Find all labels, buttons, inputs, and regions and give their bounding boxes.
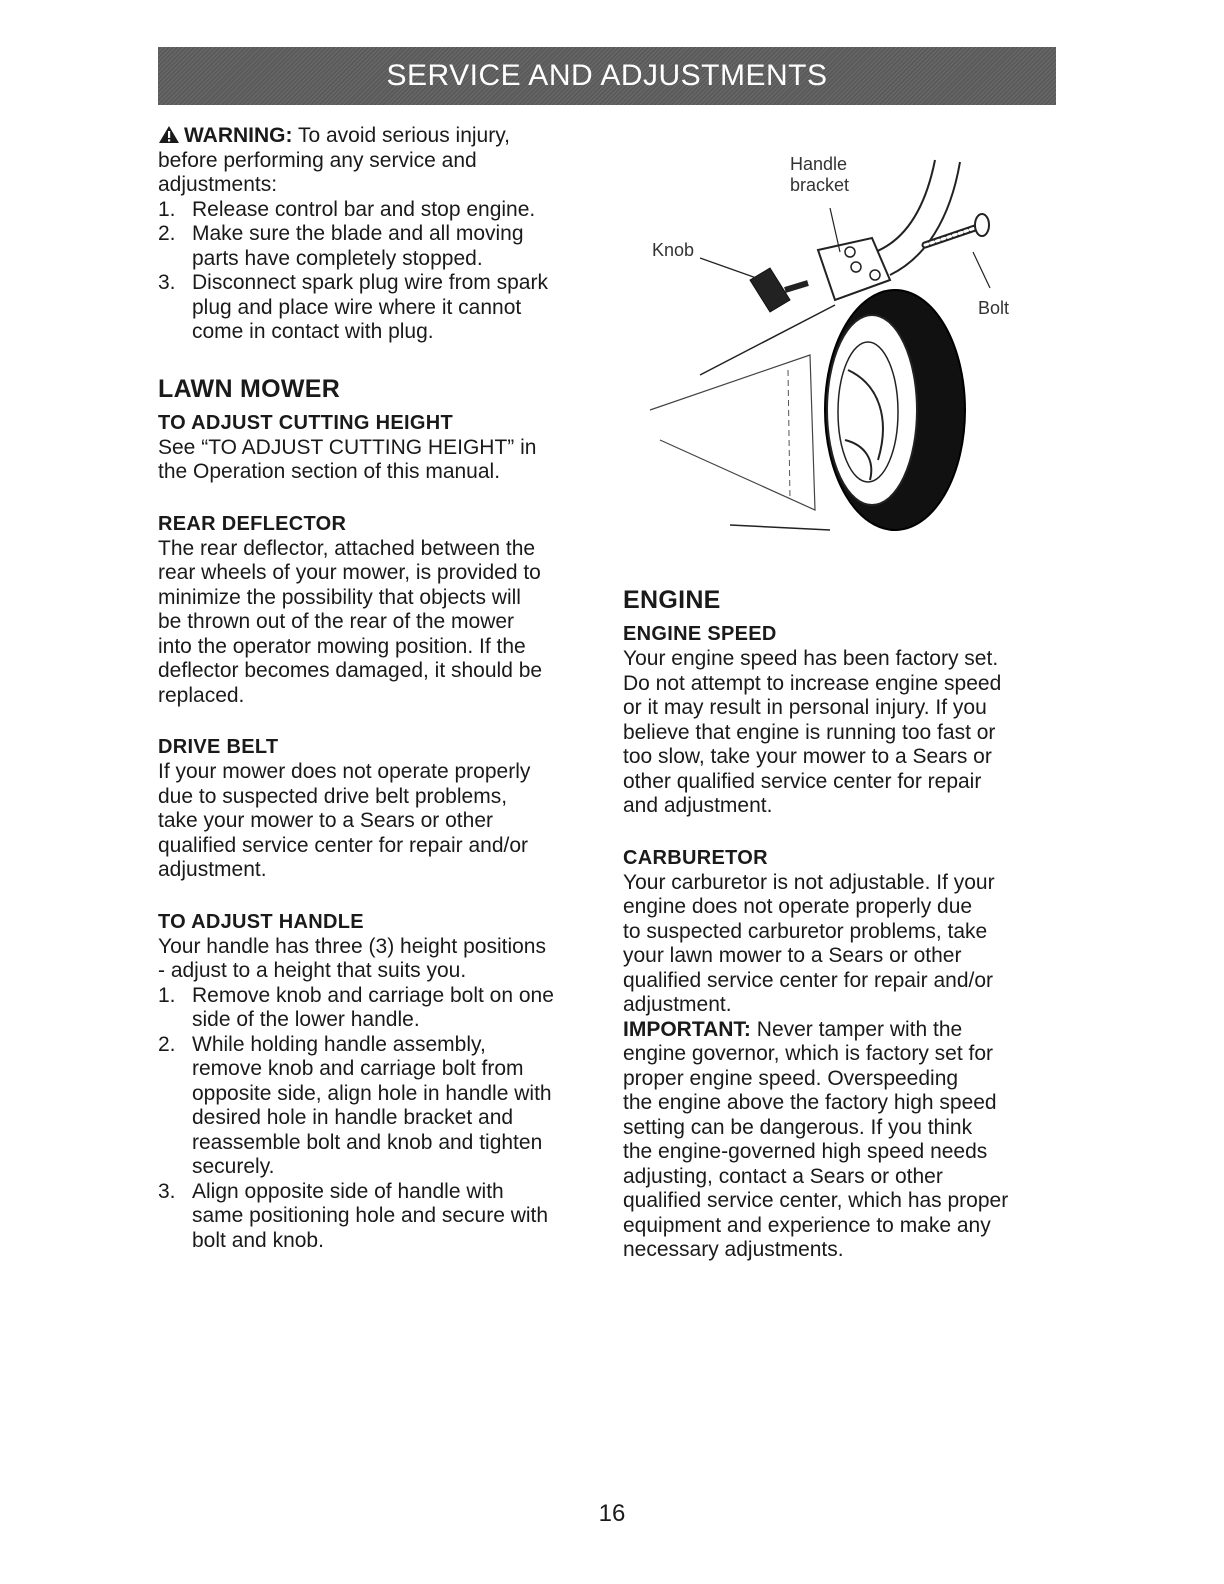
warning-line-2: before performing any service and: [158, 148, 477, 172]
paragraph-line: believe that engine is running too fast or: [623, 720, 996, 744]
paragraph-line: into the operator mowing position. If the: [158, 634, 526, 658]
paragraph-line: your lawn mower to a Sears or other: [623, 944, 962, 967]
mower-handle-illustration: [640, 140, 1040, 540]
figure-label-knob: Knob: [652, 240, 695, 260]
step-line: Disconnect spark plug wire from spark: [192, 271, 548, 294]
step-number: 2.: [158, 1032, 176, 1056]
heading-drive-belt: DRIVE BELT: [158, 736, 279, 758]
paragraph-line: the engine above the factory high speed: [623, 1091, 997, 1114]
paragraph-line: equipment and experience to make any: [623, 1213, 991, 1237]
step-line: Align opposite side of handle with: [192, 1179, 504, 1203]
step-number: 2.: [158, 222, 176, 245]
paragraph-line: rear wheels of your mower, is provided to: [158, 561, 541, 584]
paragraph-line: The rear deflector, attached between the: [158, 536, 536, 560]
step-text: [192, 271, 598, 345]
cutting-height-line-1: See “TO ADJUST CUTTING HEIGHT” in: [158, 435, 537, 459]
warning-steps: [158, 198, 598, 345]
carburetor-paragraph: [623, 871, 1053, 1018]
warning-line-3: adjustments:: [158, 173, 278, 196]
warning-icon: [158, 125, 180, 144]
list-item: [158, 1033, 598, 1180]
paragraph-line: engine does not operate properly due: [623, 895, 973, 918]
warning-text: To avoid serious injury,: [297, 124, 511, 147]
step-line: Remove knob and carriage bolt on one: [192, 983, 554, 1007]
paragraph-line: minimize the possibility that objects will: [158, 585, 521, 609]
adjust-handle-intro-1: Your handle has three (3) height positions: [158, 934, 546, 958]
section-title-lawn-mower: LAWN MOWER: [158, 374, 341, 403]
paragraph-line: adjustment.: [623, 993, 732, 1016]
step-line: come in contact with plug.: [192, 320, 434, 343]
important-text: Never tamper with the: [756, 1017, 963, 1041]
heading-adjust-handle: TO ADJUST HANDLE: [158, 910, 364, 933]
handle-adjustment-figure: [640, 140, 1040, 540]
step-line: Release control bar and stop engine.: [192, 197, 536, 221]
drive-belt-paragraph: [158, 760, 598, 883]
step-line: While holding handle assembly,: [192, 1032, 486, 1056]
step-line: side of the lower handle.: [192, 1008, 420, 1031]
paragraph-line: Do not attempt to increase engine speed: [623, 671, 1002, 695]
paragraph-line: engine governor, which is factory set for: [623, 1042, 994, 1065]
step-line: Make sure the blade and all moving: [192, 222, 524, 245]
engine-speed-paragraph: [623, 647, 1053, 819]
paragraph-line: be thrown out of the rear of the mower: [158, 610, 515, 633]
list-item: [158, 198, 598, 223]
important-note-paragraph: [623, 1042, 1053, 1263]
step-line: bolt and knob.: [192, 1228, 324, 1252]
step-number: 1.: [158, 197, 176, 221]
page-title: SERVICE AND ADJUSTMENTS: [386, 59, 828, 92]
paragraph-line: to suspected carburetor problems, take: [623, 919, 988, 943]
heading-cutting-height: TO ADJUST CUTTING HEIGHT: [158, 411, 453, 434]
left-column: [158, 124, 598, 1253]
figure-label-handle: Handle: [790, 154, 848, 174]
important-note-line-1: [623, 1018, 1053, 1043]
figure-label-bolt: Bolt: [978, 298, 1010, 318]
paragraph-line: adjusting, contact a Sears or other: [623, 1164, 943, 1188]
step-line: desired hole in handle bracket and: [192, 1106, 514, 1129]
important-label: IMPORTANT:: [623, 1017, 751, 1041]
cutting-height-line-2: the Operation section of this manual.: [158, 460, 501, 483]
paragraph-line: or it may result in personal injury. If you: [623, 696, 987, 719]
step-text: [192, 1180, 598, 1254]
paragraph-line: take your mower to a Sears or other: [158, 809, 493, 832]
paragraph-line: necessary adjustments.: [623, 1238, 844, 1261]
list-item: [158, 222, 598, 271]
figure-label-bracket: bracket: [790, 175, 850, 195]
step-number: 3.: [158, 271, 176, 294]
step-line: remove knob and carriage bolt from: [192, 1057, 524, 1080]
paragraph-line: proper engine speed. Overspeeding: [623, 1066, 959, 1090]
paragraph-line: deflector becomes damaged, it should be: [158, 659, 543, 682]
warning-line-1: [158, 124, 598, 149]
rear-deflector-paragraph: [158, 537, 598, 709]
paragraph-line: replaced.: [158, 683, 245, 707]
page-header-banner: [158, 47, 1056, 105]
step-text: [192, 984, 598, 1033]
heading-rear-deflector: REAR DEFLECTOR: [158, 512, 347, 535]
paragraph-line: Your carburetor is not adjustable. If your: [623, 870, 995, 894]
paragraph-line: qualified service center, which has proper: [623, 1189, 1009, 1212]
page-number: 16: [598, 1500, 626, 1527]
step-line: plug and place wire where it cannot: [192, 295, 522, 319]
step-text: [192, 222, 598, 271]
adjust-handle-intro-2: - adjust to a height that suits you.: [158, 959, 467, 982]
step-line: opposite side, align hole in handle with: [192, 1081, 552, 1105]
list-item: [158, 271, 598, 345]
step-line: reassemble bolt and knob and tighten: [192, 1130, 543, 1154]
heading-engine-speed: ENGINE SPEED: [623, 623, 777, 645]
section-title-engine: ENGINE: [623, 586, 721, 614]
step-line: same positioning hole and secure with: [192, 1204, 549, 1227]
paragraph-line: and adjustment.: [623, 794, 773, 817]
adjust-handle-steps: [158, 984, 598, 1254]
paragraph-line: Your engine speed has been factory set.: [623, 647, 999, 670]
paragraph-line: adjustment.: [158, 858, 267, 881]
paragraph-line: the engine-governed high speed needs: [623, 1140, 988, 1163]
list-item: [158, 984, 598, 1033]
step-number: 1.: [158, 983, 176, 1007]
list-item: [158, 1180, 598, 1254]
step-text: [192, 1033, 598, 1180]
step-line: parts have completely stopped.: [192, 246, 483, 270]
paragraph-line: other qualified service center for repair: [623, 769, 982, 793]
step-text: [192, 198, 598, 223]
paragraph-line: setting can be dangerous. If you think: [623, 1115, 973, 1139]
heading-carburetor: CARBURETOR: [623, 846, 768, 869]
step-line: securely.: [192, 1155, 275, 1178]
paragraph-line: qualified service center for repair and/or: [623, 968, 994, 992]
paragraph-line: too slow, take your mower to a Sears or: [623, 745, 992, 768]
paragraph-line: If your mower does not operate properly: [158, 760, 531, 783]
paragraph-line: due to suspected drive belt problems,: [158, 784, 508, 808]
paragraph-line: qualified service center for repair and/or: [158, 833, 529, 857]
right-column: [623, 586, 1053, 1263]
warning-label: WARNING:: [184, 124, 293, 147]
step-number: 3.: [158, 1179, 176, 1203]
